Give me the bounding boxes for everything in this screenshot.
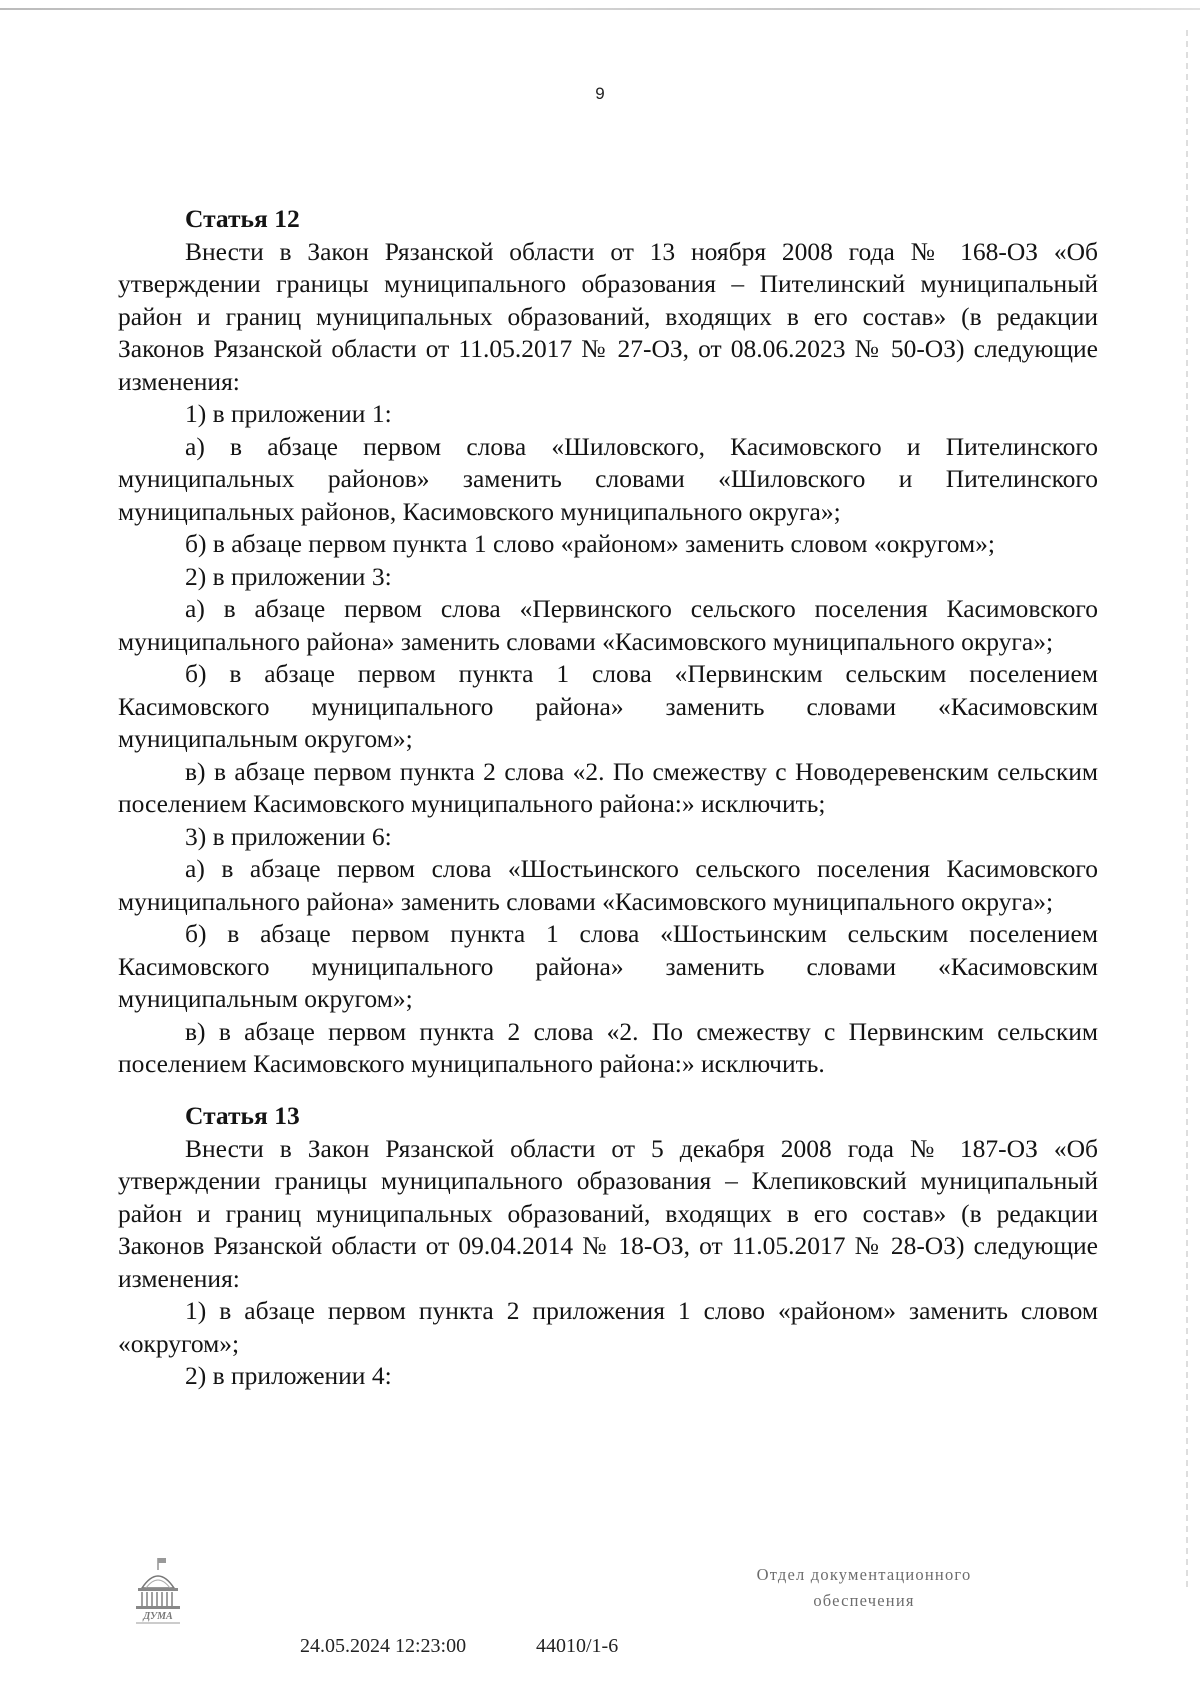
- article-13-intro: Внести в Закон Рязанской области от 5 декабря 2008 года № 187-ОЗ «Об утверждении границы муниципального образования – Клепиковский муниципальный район и границ муниципальных образований, входящих в его состав» (в редакции Законов Рязанской области от 09.04.2014 № 18-ОЗ, от 11.05.2017 № 28-ОЗ) следующие изменения:: [118, 1133, 1098, 1293]
- article-12-item-1b: б) в абзаце первом пункта 1 слово «районом» заменить словом «округом»;: [185, 529, 996, 558]
- scan-right-edge: [1186, 30, 1188, 1590]
- article-12-item-2: 2) в приложении 3:: [185, 561, 392, 591]
- article-13-item-2: 2) в приложении 4:: [185, 1361, 392, 1390]
- article-13-item-1: 1) в абзаце первом пункта 2 приложения 1 слово «районом» заменить словом «округом»;: [118, 1296, 1098, 1358]
- article-13: [118, 1100, 1098, 1393]
- stamp-line-2: обеспечения: [813, 1591, 915, 1610]
- article-12-item-3: 3) в приложении 6:: [185, 821, 392, 851]
- article-12-item-1: 1) в приложении 1:: [185, 399, 392, 428]
- registration-date: 24.05.2024 12:23:00: [300, 1635, 467, 1657]
- svg-text:ДУМА: ДУМА: [143, 1611, 173, 1622]
- article-12: [118, 203, 1098, 1081]
- article-12-item-1a: а) в абзаце первом слова «Шиловского, Касимовского и Пителинского муниципальных районов» заменить словами «Шиловского и Пителинского муниципальных районов, Касимовского муниципального округа»;: [118, 431, 1098, 526]
- article-12-item-3v: в) в абзаце первом пункта 2 слова «2. По смежеству с Первинским сельским поселением Касимовского муниципального района:» исключить.: [118, 1016, 1098, 1078]
- article-12-item-3a: а) в абзаце первом слова «Шостьинского сельского поселения Касимовского муниципального района» заменить словами «Касимовского муниципального округа»;: [118, 854, 1098, 916]
- stamp-line-1: Отдел документационного: [756, 1565, 972, 1584]
- article-12-intro: Внести в Закон Рязанской области от 13 ноября 2008 года № 168-ОЗ «Об утверждении границы муниципального образования – Пителинский муниципальный район и границ муниципальных образований, входящих в его состав» (в редакции Законов Рязанской области от 11.05.2017 № 27-ОЗ, от 08.06.2023 № 50-ОЗ) следующие изменения:: [118, 236, 1098, 396]
- article-12-item-2a: а) в абзаце первом слова «Первинского сельского поселения Касимовского муниципального района» заменить словами «Касимовского муниципального округа»;: [118, 594, 1098, 656]
- article-12-item-2b: б) в абзаце первом пункта 1 слова «Первинским сельским поселением Касимовского муниципального района» заменить словами «Касимовским муниципальным округом»;: [118, 659, 1098, 753]
- article-12-heading: Статья 12: [185, 204, 300, 233]
- article-12-item-2v: в) в абзаце первом пункта 2 слова «2. По смежеству с Новодеревенским сельским поселением Касимовского муниципального района:» исключить;: [118, 756, 1098, 818]
- duma-logo: [132, 1556, 184, 1628]
- page-number: 9: [595, 84, 605, 103]
- registration-number: 44010/1-6: [536, 1635, 619, 1657]
- duma-building-icon: [132, 1556, 184, 1628]
- article-13-heading: Статья 13: [185, 1101, 300, 1130]
- department-stamp: [704, 1562, 1024, 1614]
- article-12-item-3b: б) в абзаце первом пункта 1 слова «Шостьинским сельским поселением Касимовского муниципального района» заменить словами «Касимовским муниципальным округом»;: [118, 919, 1098, 1013]
- scan-top-edge: [0, 8, 1200, 10]
